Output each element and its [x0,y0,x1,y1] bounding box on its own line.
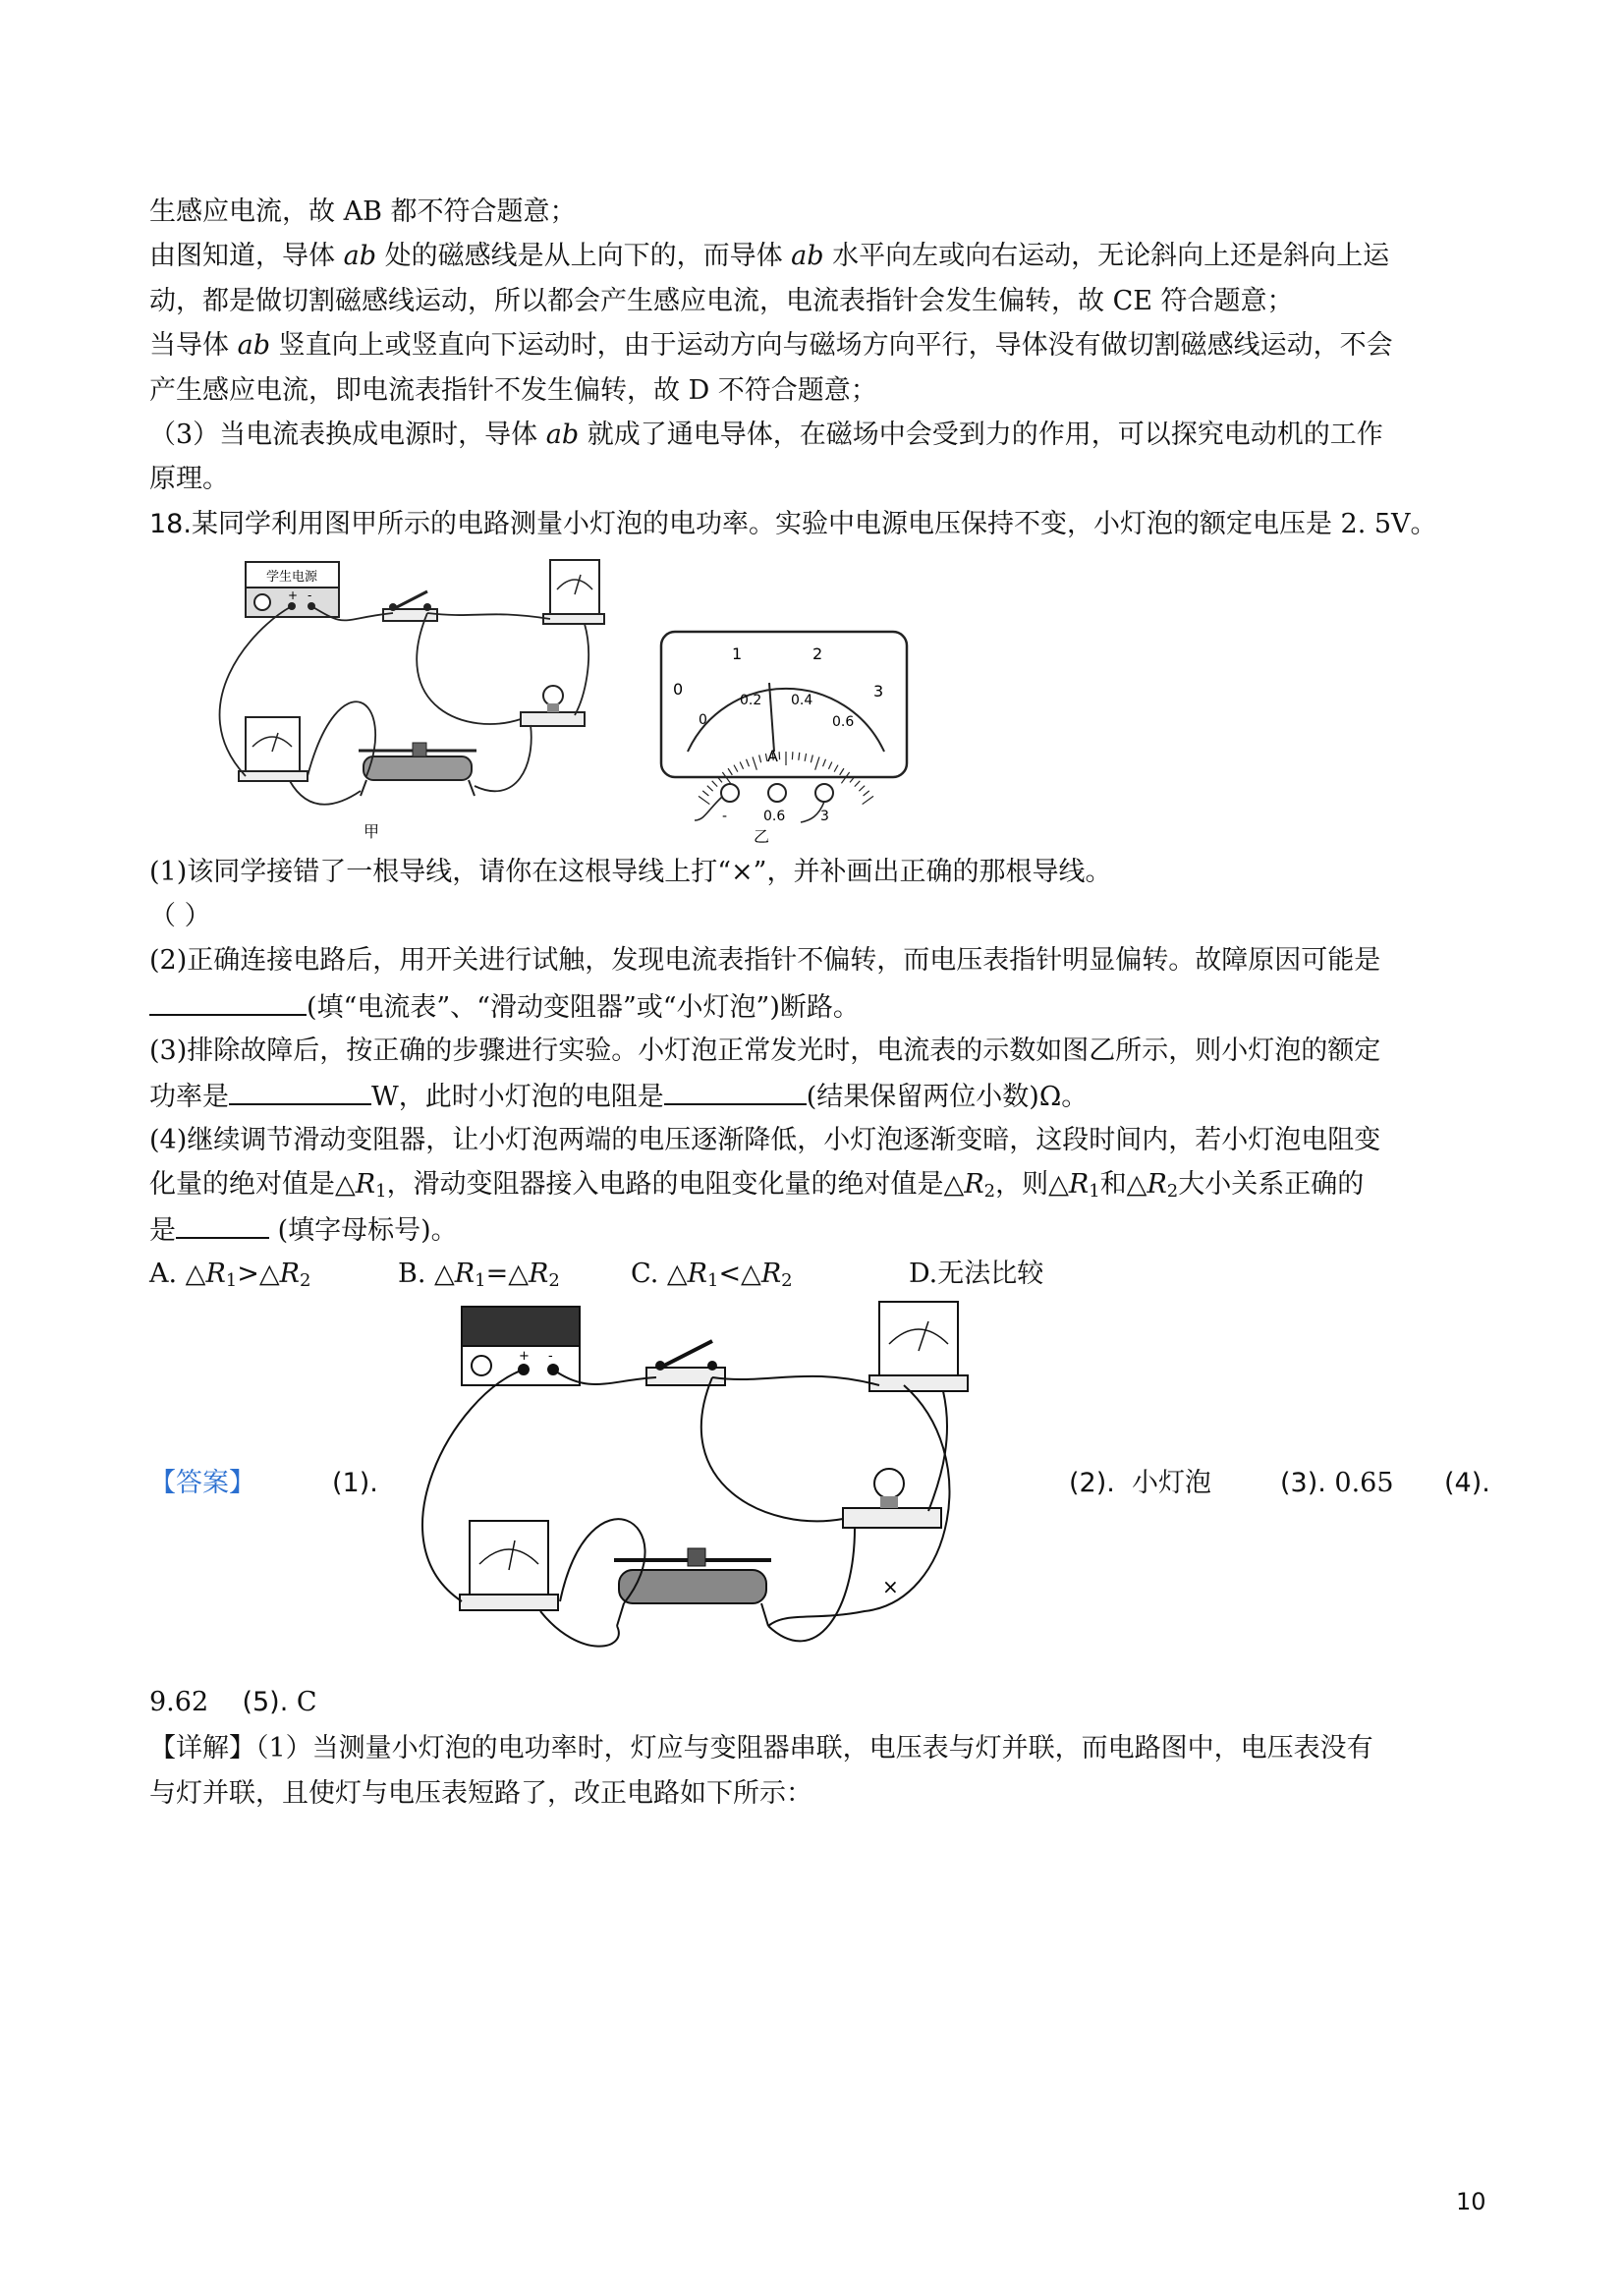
figure-jia-circuit [192,550,624,845]
dial-tick-mark [779,752,780,759]
dial-tick-mark [707,786,713,791]
dial-tick-mark [863,796,873,804]
dial-tick-mark [792,752,793,759]
part-4-line-3: 是 (填字母标号)。 [149,1211,458,1249]
power-supply-label: 学生电源 [265,570,318,585]
dial-tick-mark [864,791,869,796]
text-line-3: 动，都是做切割磁感线运动，所以都会产生感应电流，电流表指针会发生偏转，故 CE 符合题意； [149,286,1294,316]
dial-unit: A [767,747,778,765]
blank-3b [664,1078,807,1105]
option-c: C. $\triangle R_1<\triangle R_2$ [631,1259,793,1291]
terminal-06: 0.6 [763,809,786,824]
part-1-paren: （ ） [149,901,211,931]
text-line-4: 当导体 ab 竖直向上或竖直向下运动时，由于运动方向与磁场方向平行，导体没有做切割磁感线运动，不会 [149,330,1393,361]
blank-2 [149,988,307,1016]
text-line-1: 生感应电流，故 AB 都不符合题意； [149,196,577,227]
dial-inner-tick-06: 0.6 [832,714,855,730]
option-a: A. $\triangle R_1>\triangle R_2$ [149,1259,311,1291]
part-4-line-1: (4)继续调节滑动变阻器，让小灯泡两端的电压逐渐降低，小灯泡逐渐变暗，这段时间内，若小灯泡电阻变 [149,1125,1381,1155]
svg-text:-: - [548,1349,553,1364]
dial-tick-3: 3 [873,682,884,700]
dial-tick-0: 0 [673,680,684,699]
svg-text:+: + [288,588,299,602]
terminal-3: 3 [820,809,829,824]
figure-yi-caption: 乙 [754,827,770,845]
rheostat [359,743,476,796]
dial-tick-mark [712,781,717,787]
dial-tick-mark [702,791,708,796]
dial-tick-mark [859,786,865,791]
lamp [521,686,585,726]
answer-switch [646,1341,725,1385]
answer-rheostat [614,1548,771,1626]
question-18: 18.某同学利用图甲所示的电路测量小灯泡的电功率。实验中电源电压保持不变，小灯泡的额定电压是 2. 5V。 [149,509,1437,539]
dial-inner-tick-04: 0.4 [791,693,813,708]
voltmeter [543,560,604,624]
answer-4-label: (4). [1444,1468,1490,1498]
answer-voltmeter [869,1302,968,1391]
dial-tick-2: 2 [812,644,823,663]
detail-line-1: 【详解】（1）当测量小灯泡的电功率时，灯应与变阻器串联，电压表与灯并联，而电路图中，电压表没有 [149,1733,1373,1764]
answer-power-supply [462,1307,580,1385]
answer-circuit [393,1287,982,1680]
cross-mark: × [882,1575,899,1598]
answer-continued: 9.62 (5). C [149,1687,317,1717]
blank-4 [176,1211,269,1239]
answer-tag: 【答案】 [149,1468,255,1498]
part-4-line-2: 化量的绝对值是$\triangle R_1$，滑动变阻器接入电路的电阻变化量的绝对值是$\triangle R_2$，则$\triangle R_1$和$\triangle R_2$大小关系正确的 [149,1169,1365,1202]
dial-tick-1: 1 [732,644,743,663]
answer-ammeter [460,1521,558,1610]
page-number: 10 [1456,2188,1486,2215]
part-2-line-2: (填“电流表”、“滑动变阻器”或“小灯泡”)断路。 [149,988,860,1026]
terminal-minus: - [722,809,728,824]
blank-3a [229,1078,371,1105]
text-line-2: 由图知道，导体 ab 处的磁感线是从上向下的，而导体 ab 水平向左或向右运动，无论斜向上还是斜向上运 [149,241,1390,271]
switch [383,591,437,621]
ammeter [239,717,308,781]
svg-text:-: - [308,588,312,602]
figure-yi-ammeter-dial [653,624,919,845]
dial-inner-tick-0: 0 [699,712,707,728]
answer-2: (2). 小灯泡 [1069,1468,1211,1498]
detail-line-2: 与灯并联，且使灯与电压表短路了，改正电路如下所示： [149,1778,812,1809]
part-3-line-1: (3)排除故障后，按正确的步骤进行实验。小灯泡正常发光时，电流表的示数如图乙所示，则小灯泡的额定 [149,1036,1381,1066]
text-line-7: 原理。 [149,464,229,494]
power-supply [246,562,339,617]
answer-lamp [843,1469,941,1528]
dial-tick-mark [855,781,860,787]
answer-1-label: (1). [332,1468,378,1498]
option-d: D.无法比较 [909,1259,1044,1289]
svg-text:+: + [519,1349,530,1364]
text-line-5: 产生感应电流，即电流表指针不发生偏转，故 D 不符合题意； [149,375,877,406]
dial-tick-mark [699,796,709,804]
figure-jia-caption: 甲 [364,822,380,841]
answer-3: (3). 0.65 [1280,1468,1394,1498]
part-2-line-1: (2)正确连接电路后，用开关进行试触，发现电流表指针不偏转，而电压表指针明显偏转。故障原因可能是 [149,945,1381,976]
option-b: B. $\triangle R_1=\triangle R_2$ [398,1259,560,1291]
part-1: (1)该同学接错了一根导线，请你在这根导线上打“×”，并补画出正确的那根导线。 [149,857,1112,887]
part-3-line-2: 功率是 W，此时小灯泡的电阻是 (结果保留两位小数)Ω。 [149,1078,1088,1115]
dial-inner-tick-02: 0.2 [740,693,762,708]
text-line-6: （3）当电流表换成电源时，导体 ab 就成了通电导体，在磁场中会受到力的作用，可以探究电动机的工作 [149,420,1383,450]
